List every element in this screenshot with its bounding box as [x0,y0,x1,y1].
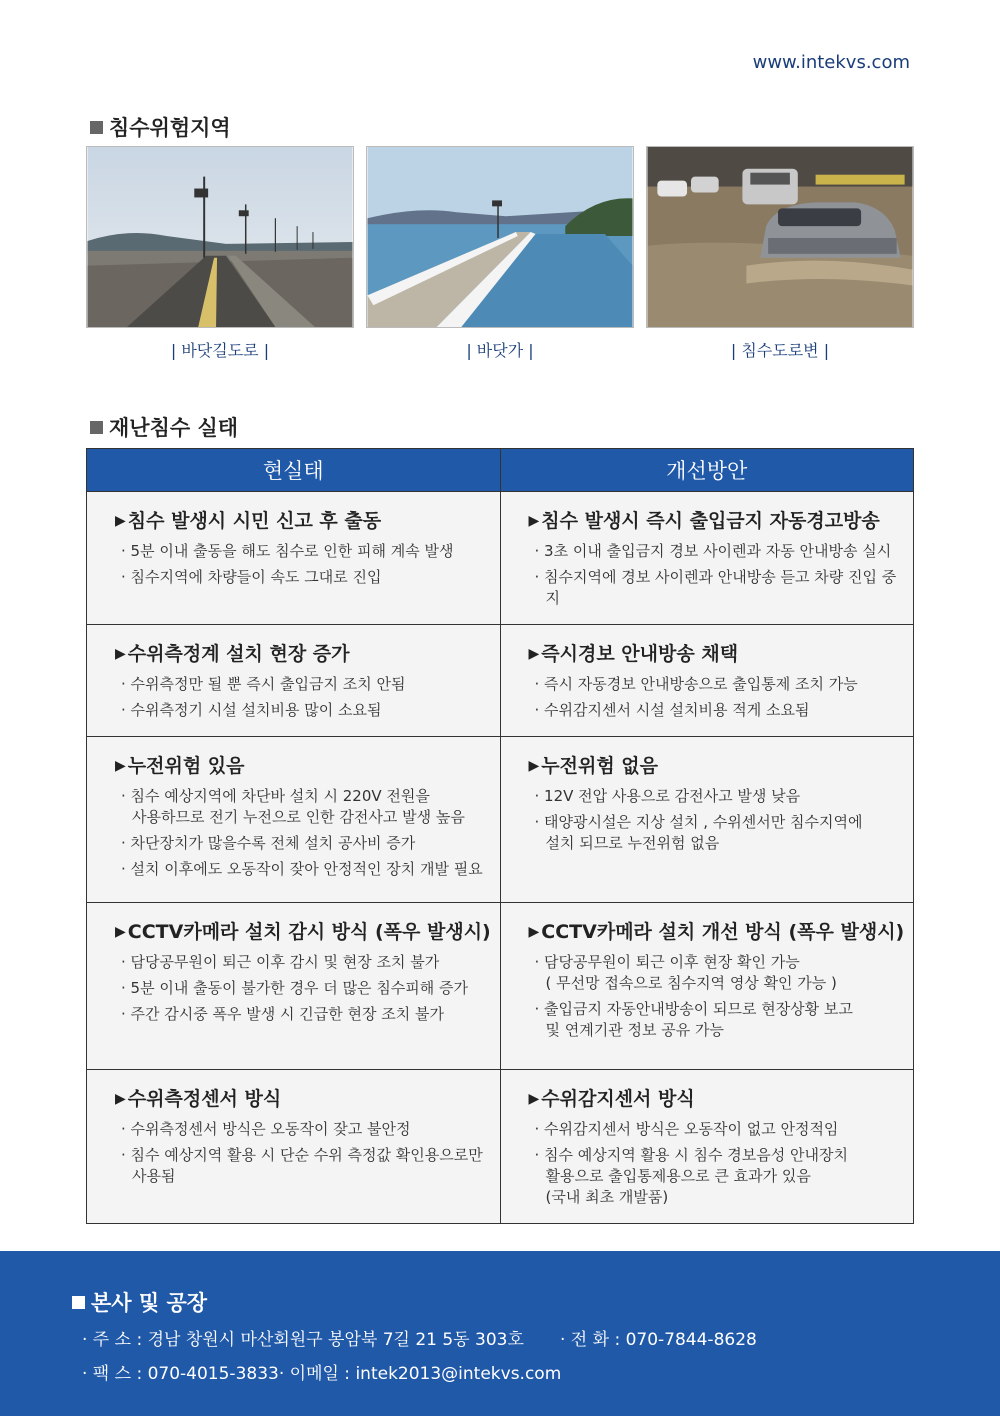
item-heading-text: 침수 발생시 즉시 출입금지 자동경고방송 [541,510,880,532]
triangle-right-icon: ▶ [115,646,126,662]
item-heading [115,506,486,533]
current-status-cell [87,737,501,903]
item-heading-text: 누전위험 있음 [127,755,245,777]
improvement-cell [500,1070,914,1224]
improvement-cell [500,625,914,737]
status-comparison-table [86,448,914,1224]
current-status-cell [87,903,501,1070]
bullet-point: · 태양광시설은 지상 설치 , 수위센서만 침수지역에 설치 되므로 누전위험 없음 [534,813,863,852]
section-title-text: 침수위험지역 [109,116,231,140]
photo-gallery [86,146,914,361]
item-heading [529,639,900,666]
photo-sea-road [86,146,354,361]
improvement-cell [500,737,914,903]
bullet-point: · 담당공무원이 퇴근 이후 현장 확인 가능 ( 무선망 접속으로 침수지역 영상 확인 가능 ) [534,953,837,992]
bullet-point: · 5분 이내 출동을 해도 침수로 인한 피해 계속 발생 [121,542,454,560]
item-heading [115,639,486,666]
square-bullet-icon [90,121,103,134]
bullet-point: · 12V 전압 사용으로 감전사고 발생 낮음 [534,787,801,805]
bullet-point: · 수위측정기 시설 설치비용 많이 소요됨 [121,701,382,719]
footer-phone[interactable]: · 전 화 : 070-7844-8628 [560,1330,757,1350]
current-status-cell [87,625,501,737]
square-bullet-icon [90,421,103,434]
bullet-point: · 침수 예상지역 활용 시 침수 경보음성 안내장치 활용으로 출입통제용으로 큰 효과가 있음 (국내 최초 개발품) [534,1146,848,1206]
bullet-point: · 차단장치가 많을수록 전체 설치 공사비 증가 [121,834,416,852]
footer-title-text: 본사 및 공장 [91,1291,208,1315]
bullet-point: · 담당공무원이 퇴근 이후 감시 및 현장 조치 불가 [121,953,440,971]
table-header-row [87,449,914,492]
improvement-cell [500,492,914,625]
section-title-flood-risk [90,112,231,142]
footer-fax-email[interactable]: · 팩 스 : 070-4015-3833· 이메일 : intek2013@intekvs.com [82,1364,562,1384]
seaside-image [366,146,634,328]
table-body [87,492,914,1224]
item-heading [529,751,900,778]
current-status-cell [87,492,501,625]
bullet-point: · 출입금지 자동안내방송이 되므로 현장상황 보고 및 연계기관 정보 공유 가능 [534,1000,853,1039]
bullet-point: · 침수지역에 차량들이 속도 그대로 진입 [121,568,382,586]
item-heading [529,1084,900,1111]
item-heading [529,506,900,533]
table-row [87,492,914,625]
table-row [87,737,914,903]
bullet-point: · 3초 이내 출입금지 경보 사이렌과 자동 안내방송 실시 [534,542,892,560]
flooded-road-image [646,146,914,328]
website-url[interactable]: www.intekvs.com [752,52,910,73]
item-heading-text: 누전위험 없음 [541,755,659,777]
item-heading-text: CCTV카메라 설치 개선 방식 (폭우 발생시) [541,921,905,943]
section-title-disaster-status [90,412,238,442]
triangle-right-icon: ▶ [115,1091,126,1107]
triangle-right-icon: ▶ [115,924,126,940]
bullet-point: · 침수지역에 경보 사이렌과 안내방송 듣고 차량 진입 중지 [534,568,897,607]
triangle-right-icon: ▶ [528,646,540,662]
photo-flooded-road [646,146,914,361]
triangle-right-icon: ▶ [528,924,540,940]
bullet-point: · 즉시 자동경보 안내방송으로 출입통제 조치 가능 [534,675,858,693]
photo-caption: | 바닷가 | [466,341,534,360]
table-row [87,903,914,1070]
triangle-right-icon: ▶ [115,513,126,529]
bullet-point: · 5분 이내 출동이 불가한 경우 더 많은 침수피해 증가 [121,979,469,997]
column-header-current: 현실태 [87,449,501,492]
item-heading-text: 침수 발생시 시민 신고 후 출동 [127,510,382,532]
bullet-point: · 침수 예상지역 활용 시 단순 수위 측정값 확인용으로만 사용됨 [121,1146,483,1185]
item-heading [115,917,491,944]
triangle-right-icon: ▶ [528,758,540,774]
section-title-text: 재난침수 실태 [109,416,239,440]
item-heading-text: 수위측정센서 방식 [127,1088,282,1110]
item-heading [115,751,486,778]
bullet-point: · 수위측정만 될 뿐 즉시 출입금지 조치 안됨 [121,675,406,693]
triangle-right-icon: ▶ [528,513,540,529]
improvement-cell [500,903,914,1070]
sea-road-image [86,146,354,328]
photo-seaside [366,146,634,361]
table-row [87,1070,914,1224]
item-heading-text: CCTV카메라 설치 감시 방식 (폭우 발생시) [127,921,491,943]
item-heading-text: 수위측정계 설치 현장 증가 [127,643,350,665]
column-header-improvement: 개선방안 [500,449,914,492]
item-heading [115,1084,486,1111]
table-row [87,625,914,737]
triangle-right-icon: ▶ [528,1091,540,1107]
footer-title [72,1287,207,1317]
bullet-point: · 침수 예상지역에 차단바 설치 시 220V 전원을 사용하므로 전기 누전으로 인한 감전사고 발생 높음 [121,787,465,826]
photo-caption: | 바닷길도로 | [170,341,270,360]
bullet-point: · 수위감지센서 방식은 오동작이 없고 안정적임 [534,1120,839,1138]
bullet-point: · 수위감지센서 시설 설치비용 적게 소요됨 [534,701,810,719]
triangle-right-icon: ▶ [115,758,126,774]
square-bullet-icon [72,1296,85,1309]
current-status-cell [87,1070,501,1224]
item-heading-text: 수위감지센서 방식 [541,1088,695,1110]
item-heading [528,917,905,944]
bullet-point: · 수위측정센서 방식은 오동작이 잦고 불안정 [121,1120,411,1138]
photo-caption: | 침수도로변 | [730,341,830,360]
item-heading-text: 즉시경보 안내방송 채택 [541,643,739,665]
bullet-point: · 설치 이후에도 오동작이 잦아 안정적인 장치 개발 필요 [121,860,483,878]
footer [0,1251,1000,1416]
footer-address: · 주 소 : 경남 창원시 마산회원구 봉암북 7길 21 5동 303호 [82,1330,524,1350]
bullet-point: · 주간 감시중 폭우 발생 시 긴급한 현장 조치 불가 [121,1005,444,1023]
